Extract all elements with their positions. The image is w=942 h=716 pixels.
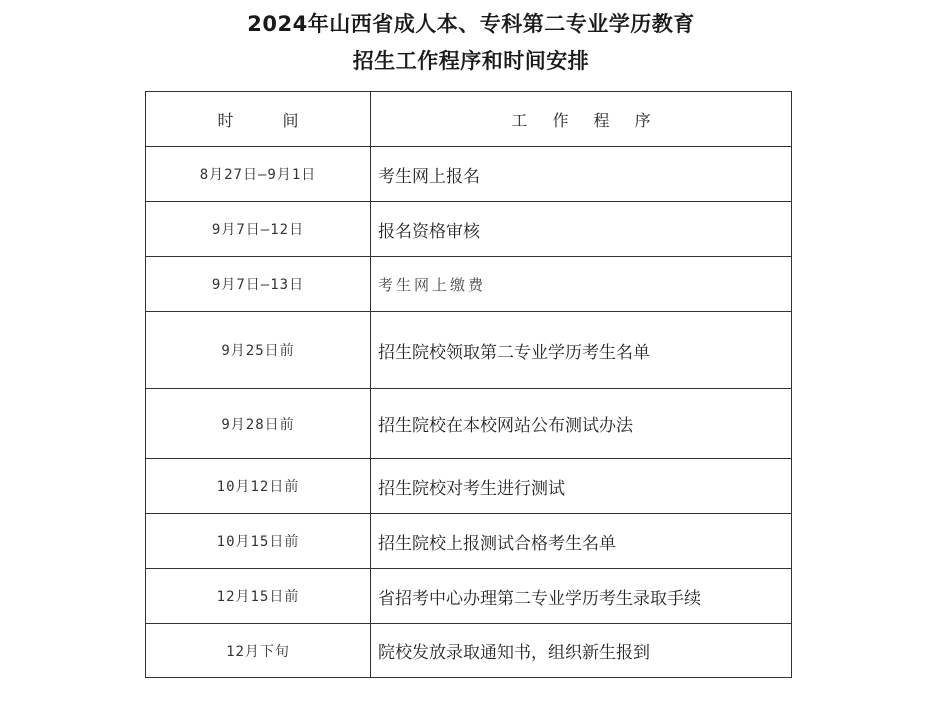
table-row (146, 514, 792, 569)
date-cell: 9月28日前 (146, 389, 371, 459)
page-title: 2024年山西省成人本、专科第二专业学历教育 (247, 12, 695, 36)
procedure-column-header: 工 作 程 序 (371, 92, 792, 147)
table-row (146, 312, 792, 389)
table-row (146, 624, 792, 678)
table-row (146, 257, 792, 312)
procedure-cell: 招生院校领取第二专业学历考生名单 (371, 312, 792, 389)
table-row (146, 202, 792, 257)
table-row (146, 459, 792, 514)
date-cell: 8月27日—9月1日 (146, 147, 371, 202)
date-cell: 9月25日前 (146, 312, 371, 389)
table-row (146, 569, 792, 624)
time-column-header: 时 间 (146, 92, 371, 147)
date-cell: 9月7日—13日 (146, 257, 371, 312)
procedure-cell: 招生院校对考生进行测试 (371, 459, 792, 514)
page-subtitle: 招生工作程序和时间安排 (352, 49, 590, 73)
table-row (146, 389, 792, 459)
procedure-cell: 省招考中心办理第二专业学历考生录取手续 (371, 569, 792, 624)
date-cell: 12月15日前 (146, 569, 371, 624)
procedure-cell: 招生院校上报测试合格考生名单 (371, 514, 792, 569)
procedure-cell: 招生院校在本校网站公布测试办法 (371, 389, 792, 459)
date-cell: 12月下旬 (146, 624, 371, 678)
procedure-cell: 考生网上报名 (371, 147, 792, 202)
procedure-cell: 考生网上缴费 (371, 257, 792, 312)
procedure-cell: 院校发放录取通知书，组织新生报到 (371, 624, 792, 678)
procedure-cell: 报名资格审核 (371, 202, 792, 257)
date-cell: 9月7日—12日 (146, 202, 371, 257)
table-header-row (146, 92, 792, 147)
date-cell: 10月12日前 (146, 459, 371, 514)
table-row (146, 147, 792, 202)
date-cell: 10月15日前 (146, 514, 371, 569)
schedule-table (145, 91, 792, 678)
